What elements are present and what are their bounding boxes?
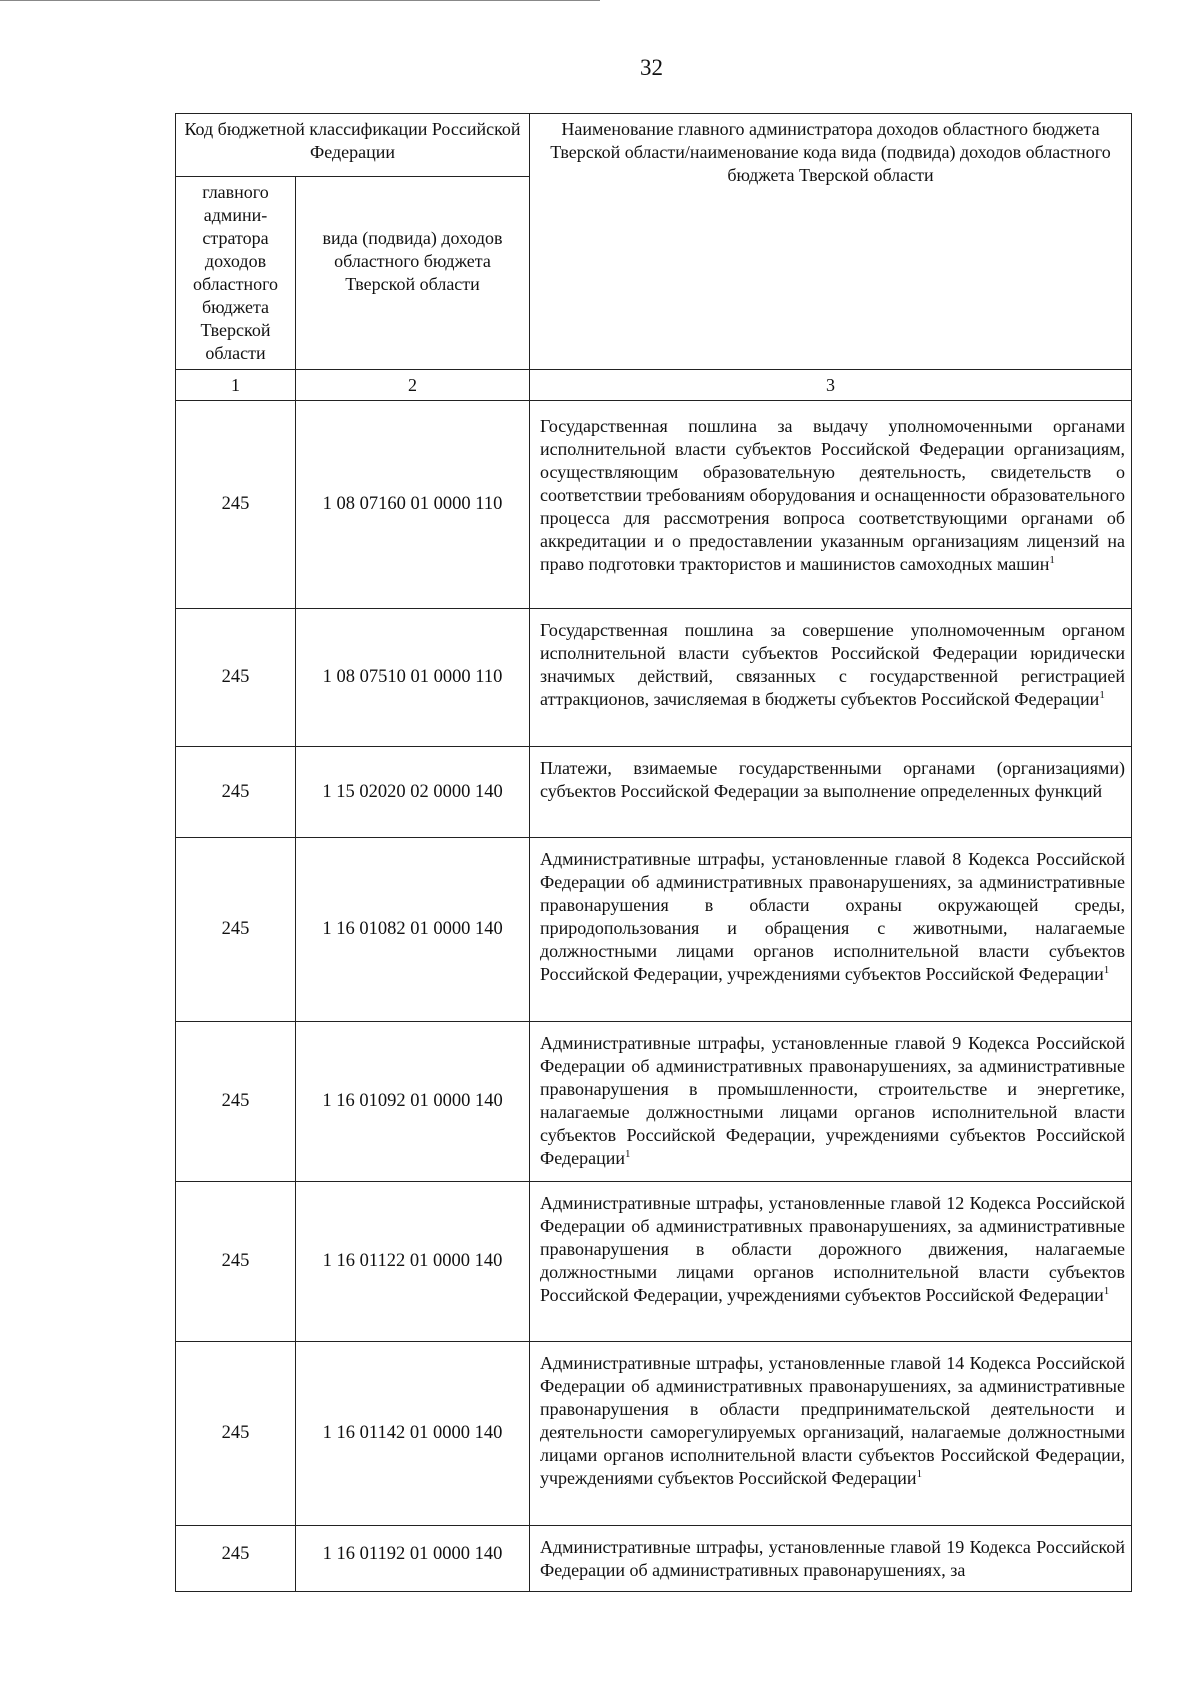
income-code: 1 15 02020 02 0000 140: [296, 747, 530, 838]
income-name-cell: [530, 1342, 1132, 1526]
admin-code: 245: [176, 401, 296, 609]
income-name: Административные штрафы, установленные главой 9 Кодекса Российской Федерации об административных правонарушениях, за административные правонарушения в промышленности, строительстве и энергетике, налагаемые должностными лицами органов исполнительной власти субъектов Российской Федерации, учреждениями субъектов Российской Федерации: [540, 1033, 1125, 1168]
table-row: [176, 401, 1132, 609]
admin-code: 245: [176, 1342, 296, 1526]
admin-code: 245: [176, 838, 296, 1022]
income-name: Государственная пошлина за выдачу уполномоченными органами исполнительной власти субъектов Российской Федерации организациям, осуществляющим образовательную деятельность, свидетельств о соответствии требованиям оборудования и оснащенности образовательного процесса для рассмотрения вопроса соответствующими органами об аккредитации и о предоставлении указанным организациям лицензий на право подготовки трактористов и машинистов самоходных машин: [540, 416, 1125, 574]
income-code: 1 16 01082 01 0000 140: [296, 838, 530, 1022]
header-main-administrator: главного админи-стратора доходов областного бюджета Тверской области: [176, 177, 296, 370]
admin-code: 245: [176, 1022, 296, 1182]
column-number-1: 1: [176, 370, 296, 401]
income-code: 1 16 01122 01 0000 140: [296, 1182, 530, 1342]
income-name: Административные штрафы, установленные главой 8 Кодекса Российской Федерации об административных правонарушениях, за административные правонарушения в области охраны окружающей среды, природопользования и обращения с животными, налагаемые должностными лицами органов исполнительной власти субъектов Российской Федерации, учреждениями субъектов Российской Федерации: [540, 849, 1125, 984]
table-row: [176, 1022, 1132, 1182]
income-name: Платежи, взимаемые государственными органами (организациями) субъектов Российской Федерации за выполнение определенных функций: [540, 758, 1125, 801]
footnote-mark: 1: [916, 1468, 923, 1480]
income-name: Административные штрафы, установленные главой 14 Кодекса Российской Федерации об административных правонарушениях, за административные правонарушения в области предпринимательской деятельности и деятельности саморегулируемых организаций, налагаемые должностными лицами органов исполнительной власти субъектов Российской Федерации, учреждениями субъектов Российской Федерации: [540, 1353, 1125, 1488]
income-name-cell: [530, 747, 1132, 838]
income-name-cell: [530, 1022, 1132, 1182]
income-code: 1 16 01092 01 0000 140: [296, 1022, 530, 1182]
scan-top-edge: [0, 0, 600, 1]
admin-code: 245: [176, 609, 296, 747]
header-income-type: вида (подвида) доходов областного бюджета Тверской области: [296, 177, 530, 370]
footnote-mark: 1: [1103, 1285, 1110, 1297]
income-name: Административные штрафы, установленные главой 12 Кодекса Российской Федерации об административных правонарушениях, за административные правонарушения в области дорожного движения, налагаемые должностными лицами органов исполнительной власти субъектов Российской Федерации, учреждениями субъектов Российской Федерации: [540, 1193, 1125, 1305]
header-row-group: [176, 114, 1132, 177]
column-number-row: [176, 370, 1132, 401]
income-name-cell: [530, 609, 1132, 747]
table-row: [176, 1182, 1132, 1342]
income-name: Государственная пошлина за совершение уполномоченным органом исполнительной власти субъектов Российской Федерации юридически значимых действий, связанных с государственной регистрацией аттракционов, зачисляемая в бюджеты субъектов Российской Федерации: [540, 620, 1125, 709]
income-code: 1 16 01142 01 0000 140: [296, 1342, 530, 1526]
header-classification-code: Код бюджетной классификации Российской Федерации: [176, 114, 530, 177]
admin-code: 245: [176, 1182, 296, 1342]
table-row: [176, 1526, 1132, 1592]
footnote-mark: 1: [1099, 689, 1105, 701]
footnote-mark: 1: [1103, 964, 1110, 976]
income-name-cell: [530, 1526, 1132, 1592]
table-row: [176, 1342, 1132, 1526]
income-name-cell: [530, 1182, 1132, 1342]
income-name-cell: [530, 838, 1132, 1022]
income-code: 1 08 07160 01 0000 110: [296, 401, 530, 609]
page-number: 32: [640, 55, 663, 80]
income-code: 1 16 01192 01 0000 140: [296, 1526, 530, 1592]
table-row: [176, 609, 1132, 747]
column-number-3: 3: [530, 370, 1132, 401]
table-row: [176, 838, 1132, 1022]
admin-code: 245: [176, 747, 296, 838]
income-code: 1 08 07510 01 0000 110: [296, 609, 530, 747]
admin-code: 245: [176, 1526, 296, 1592]
budget-classification-table: [175, 113, 1132, 1592]
income-name: Административные штрафы, установленные главой 19 Кодекса Российской Федерации об административных правонарушениях, за: [540, 1537, 1125, 1580]
footnote-mark: 1: [625, 1148, 631, 1160]
column-number-2: 2: [296, 370, 530, 401]
table-body: [176, 401, 1132, 1592]
income-name-cell: [530, 401, 1132, 609]
header-administrator-name: Наименование главного администратора доходов областного бюджета Тверской области/наименование кода вида (подвида) доходов областного бюджета Тверской области: [530, 114, 1132, 370]
footnote-mark: 1: [1049, 554, 1055, 566]
table-row: [176, 747, 1132, 838]
